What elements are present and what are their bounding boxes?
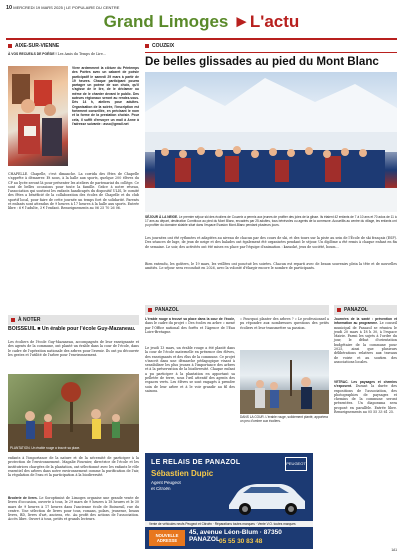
kicker-square-icon xyxy=(8,44,12,48)
ski-photo xyxy=(145,72,397,212)
boisseuil-photo-art xyxy=(8,374,139,452)
erable-lead-rest: dans le cadre du projet « Des écoles en arbre » mené par l'Office national des forêts et l'Agence de l'Eau Loire-Bretagne. xyxy=(145,321,235,334)
erable-text-b: « Pourquoi planter des arbres ? » Le professionnel a pu répondre aux nombreuses questions des petits écoliers et leur transmettre sa passion. xyxy=(240,317,329,330)
erable-photo xyxy=(240,350,329,414)
ad-logo: PEUGEOT xyxy=(285,457,307,471)
vetrac-brief xyxy=(334,380,397,414)
chapelle-brief-body: CHAPELLE. Chapelle, c'est dimanche. La corrida des fêtes de Chapelle s'apprête à démarrer. Et nous, à la halle aux sports, quelque 200 élèves du CP au lycée seront là pour présenter les ateliers de partenariat du collège. Ce sont de belles occasions pour toute la famille. Grâce à notre réseau, l'association qui soutient les enfants handicapés du dispositif ULIS, le comité des fêtes a bénéficié de la collaboration des écoles de Chapelle et du club sportif local, pour faire de cette journée un temps fort de solidarité. Parents et enfants sont attendus de 9 heures à 17 heures à la halle aux sports. Entrée libre : 6 € l'adulte, 3 € l'enfant. Renseignements au 06 25 70 26 06. xyxy=(8,172,139,211)
car-dealer-ad[interactable] xyxy=(145,453,313,549)
boisseuil-photo xyxy=(8,374,139,452)
right-lead-title: Journées de la santé : prévention et information au programme. xyxy=(334,317,397,326)
kicker-square-icon xyxy=(11,318,15,322)
boisseuil-body: enfants à l'importance de la nature et de la nécessité de participer à la protection de l'environnement. Magalie Fournier, directrice de l'école et les institutrices chargées de la plantation, ont sélectionné avec les enfants le rôle essentiel des arbres dans notre environnement comme la purification de l'air, la régulation de l'eau et la participation à la biodiversité. xyxy=(8,456,139,478)
left-kicker-label: AIXE-SUR-VIENNE xyxy=(15,43,60,49)
running-header xyxy=(6,5,397,11)
section-sub: L'actu xyxy=(249,12,300,31)
main-rule xyxy=(145,52,397,53)
boisseuil-photo-caption: PLANTATION. Un érable rouge a trouvé sa place. xyxy=(10,446,81,450)
erable-lead xyxy=(145,317,235,334)
poetry-feature-text xyxy=(72,66,139,126)
page-footer: 1A1 xyxy=(391,548,397,552)
livres-brief-body: Le Soroptimist de Limoges organise une grande vente de livres d'occasion, ouverte à tous, le 29 mars de 9 heures à 18 heures et le 30 mars de 9 heures à 17 heures dans l'ancienne école de Boisseuil, rue du centre. Une sélection de livres pour tous, romans, polars, jeunesse, beaux livres, BD, livres d'art, anciens, etc. Au profit des actions de l'association. Accès libre. Ouvert à tous, petits et grands lecteurs. xyxy=(8,496,139,522)
ski-photo-art xyxy=(145,72,397,212)
vetrac-brief-body: Durant la durée des expositions de l'association, des photographies de paysages et chemins de la commune seront présentées. Un diaporama sera proposé en parallèle. Entrée libre. Renseignements au 05 55 33 61 25. xyxy=(334,384,397,415)
ad-tagline: Agent Peugeot et Citroën xyxy=(151,480,181,491)
poetry-intro-rest: Les Amis du Temps de Lire... xyxy=(57,52,106,56)
main-kicker xyxy=(145,43,174,49)
chapelle-brief xyxy=(8,172,139,211)
poetry-photo-art xyxy=(8,66,68,166)
kicker-square-icon xyxy=(337,308,341,312)
ad-address: 45, avenue Léon-Blum · 87350 PANAZOL xyxy=(189,529,282,543)
right-kicker-label: PANAZOL xyxy=(344,307,368,313)
ski-caption-label: SÉJOUR À LA NEIGE. xyxy=(145,215,179,219)
note-kicker-label: À NOTER xyxy=(18,317,41,323)
poetry-intro-label: À VOS RECUEILS DE POÉSIE ! xyxy=(8,52,57,56)
poetry-feature-body: Vivre ardemment la clôture du Printemps des Poètes avec un cabaret de poésie participatif le samedi 29 mars à partir de 19 heures. Chaque participant pourra partager un poème de son choix, qu'il s'agisse de le lire, de le déclamer ou même de le chanter devant le public. Des auteurs régionaux seront au rendez-vous. Dès 14 h, ateliers pour adultes. Organisation de la soirée, l'inscription est fortement conseillée, en précisant le nom et la forme de la prestation choisie. Pour cela, il suffit d'envoyer un mail à Anne à l'adresse suivante : asso@gmail.net xyxy=(72,66,139,126)
ski-caption-body: Le premier séjour ski des écoliers de Couzeix a permis aux jeunes de profiter des joies de la glisse. Ils étaient 42 enfants de 7 à 10 ans et 70 ados de 11 à 17 ans au départ, destination Combloux au pied du Mont Blanc, encadrés par 25 adultes, tous bénévoles ou agents de la commune. Accueillis au centre du village, les enfants ont pu profiter du domaine skiable situé dans l'espace Evasion Mont-Blanc pendant plusieurs jours. xyxy=(145,215,397,227)
right-lead xyxy=(334,317,397,364)
erable-headline: L'érable rouge a trouvé sa place dans la cour de l'école, xyxy=(145,317,235,321)
ad-phone[interactable]: 05 55 30 83 48 xyxy=(219,538,263,545)
ski-body-p2: Bien entendu, les goûters, le 19 mars, les veillées ont ponctué les soirées. Chacun est reparti avec de beaux souvenirs plein la tête et de nouvelles amitiés. Le séjour sera reconduit en 2026, avec la volonté d'élargir encore le nombre de participants. xyxy=(145,262,397,271)
ad-new-address-badge: NOUVELLE ADRESSE xyxy=(149,530,185,546)
right-kicker xyxy=(334,305,397,315)
section-title xyxy=(0,12,403,32)
livres-brief-title: Broderie de livres. xyxy=(8,496,38,500)
poetry-photo xyxy=(8,66,68,166)
poetry-intro xyxy=(8,52,138,56)
right-lead-body: Le conseil municipal de Panazol se réunira le jeudi 20 mars à 18 h 30, à l'espace Mairie. Parmi les sujets à l'ordre du jour, le débat d'orientation budgétaire de la commune pour 2025, ainsi que plusieurs délibérations relatives aux travaux de voirie et au soutien des associations locales. xyxy=(334,321,397,364)
car-icon xyxy=(223,471,309,519)
left-kicker xyxy=(8,43,59,49)
boisseuil-headline: BOISSEUIL ■ Un érable pour l'école Guy-Mazaneau. xyxy=(8,326,136,332)
boisseuil-intro: Les écoliers de l'école Guy-Mazaneau, accompagnés de leur enseignante et des agents de la commune, ont planté un érable dans la cour de l'école, dans le cadre de l'opération nationale des arbres pour l'avenir. Ils ont pu découvrir les gestes et l'utilité de l'arbre pour l'environnement. xyxy=(8,340,139,357)
header-rule xyxy=(6,38,397,40)
main-headline: De belles glissades au pied du Mont Blanc xyxy=(145,55,379,68)
main-kicker-label: COUZEIX xyxy=(152,43,175,49)
kicker-square-icon xyxy=(148,308,152,312)
running-title: MERCREDI 19 MARS 2025 | LE POPULAIRE DU CENTRE xyxy=(13,5,120,10)
page-number: 10 xyxy=(6,5,13,11)
ad-dealer: Sébastien Dupic xyxy=(151,469,214,478)
vetrac-brief-title: VETRAC. Les paysages et chemins s'exposent. xyxy=(334,380,397,389)
livres-brief xyxy=(8,496,139,522)
section-arrow-icon: ► xyxy=(233,12,250,31)
section-main: Grand Limoges xyxy=(103,12,229,31)
ad-services-strip: Vente de véhicules neufs Peugeot et Citroën · Réparations toutes marques · Vente V.O. toutes marques xyxy=(145,521,313,527)
note-kicker xyxy=(8,315,139,325)
erable-caption: DANS LA COUR. L'érable rouge, solidement planté, apportera un peu d'ombre aux écoliers. xyxy=(240,415,328,423)
erable-photo-art xyxy=(240,350,329,414)
panazol-kicker xyxy=(145,305,329,315)
ad-brand: LE RELAIS DE PANAZOL xyxy=(151,459,241,466)
ski-body-p1: Les journées ont été rythmées et adaptées au niveau de chacun par des cours de ski, et des tours sur la piste au sein de l'École de ski français (ESF). Des séances de luge, de jeux de neige et des balades ont également été organisées pendant le séjour. Un diplôme a été remis à chaque enfant en fin de semaine. Le soir, des activités ont été mises en place par l'équipe d'animation : karaoké, jeux de société, boum... xyxy=(145,236,397,249)
panazol-kicker-label: PANAZOL xyxy=(155,307,179,313)
kicker-square-icon xyxy=(145,44,149,48)
erable-text-a: Le jeudi 13 mars, un érable rouge a été planté dans la cour de l'école maternelle en présence des élèves, des enseignants et des élus de la commune. Ce projet s'inscrit dans une démarche pédagogique visant à sensibiliser les plus jeunes à l'importance des arbres et à la préservation de la biodiversité. Chaque enfant a pu participer à la plantation en apportant sa pelletée de terre, sous l'œil attentif des agents des espaces verts. Les élèves se sont engagés à prendre soin de leur arbre et à le voir grandir au fil des saisons. xyxy=(145,346,236,393)
ski-caption xyxy=(145,215,397,227)
